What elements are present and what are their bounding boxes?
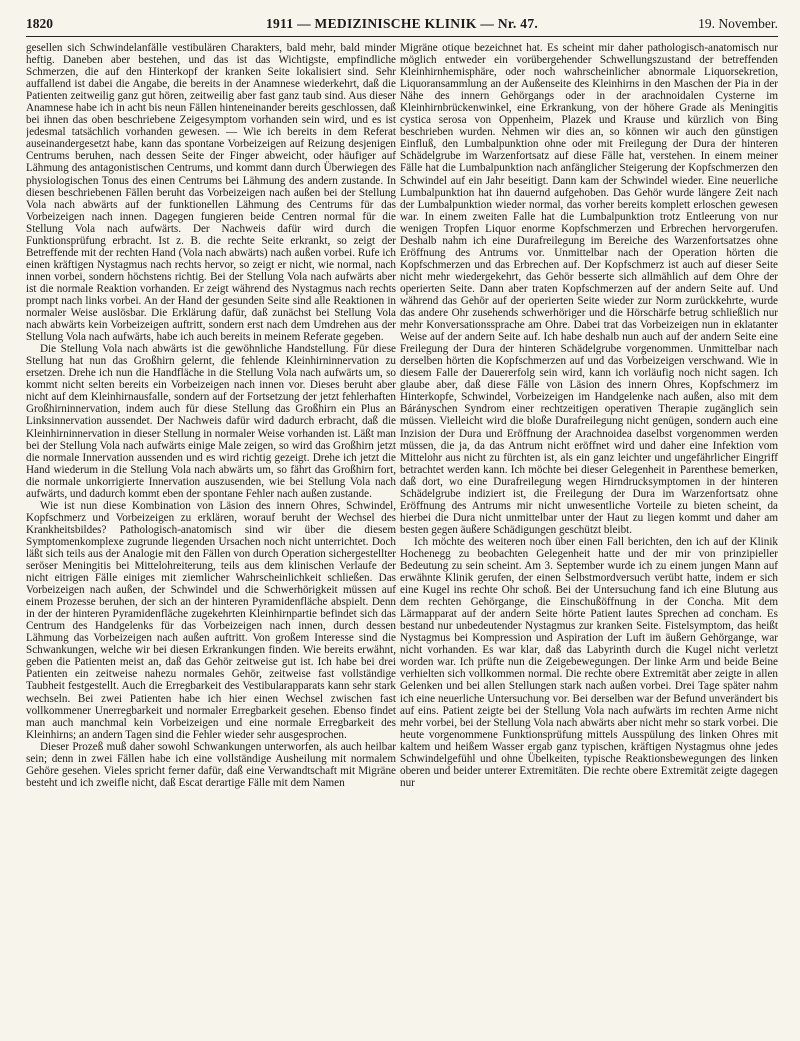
header-rule <box>26 36 778 37</box>
running-header <box>26 10 778 34</box>
paragraph: Migräne otique bezeichnet hat. Es scheint mir daher pathologisch-anatomisch nur möglich entweder ein vorübergehender Schwellungszustand der betreffenden Kleinhirnhemisphäre, oder noch wahrscheinlicher abnormale Liquorsekretion, Liquoransammlung an der Außenseite des Kleinhirns in den Maschen der Pia in der Nähe des innern Gehörgangs oder in der arachnoidalen Cysterne im Kleinhirnbrückenwinkel, eine Erkrankung, von der höhere Grade als Meningitis cystica serosa von Oppenheim, Plazek und Krause und kürzlich von Bing beschrieben wurden. Nehmen wir dies an, so können wir auch den günstigen Einfluß, den Lumbalpunktion ohne oder mit Freilegung der Dura der hinteren Schädelgrube im Warzenfortsatz auf diese Fälle hat, verstehen. In einem meiner Fälle hat die Lumbalpunktion nach anfänglicher Steigerung der Kopfschmerzen den Schwindel auf ein Jahr beseitigt. Dann kam der Schwindel wieder. Eine neuerliche Lumbalpunktion hat ihn dauernd aufgehoben. Das Gehör wurde längere Zeit nach der Lumbalpunktion wieder normal, das vorher bereits komplett erloschen gewesen war. In einem zweiten Falle hat die Lumbalpunktion trotz Entleerung von nur wenigen Tropfen Liquor enorme Kopfschmerzen und Erbrechen hervorgerufen. Deshalb nahm ich eine Durafreilegung im Bereiche des Warzenfortsatzes ohne Eröffnung des Antrums vor. Unmittelbar nach der Operation hörten die Kopfschmerzen und das Erbrechen auf. Der Kopfschmerz ist auch auf dieser Seite nicht mehr wiedergekehrt, das Gehör besserte sich allmählich auf dem Ohre der operierten Seite. Dann aber traten Kopfschmerzen auf der andern Seite auf. Und während das Gehör auf der operierten Seite wieder zur Norm zurückkehrte, wurde das andere Ohr zusehends schwerhöriger und die Hörschärfe betrug schließlich nur mehr Konversationssprache am Ohre. Dabei trat das Vorbeizeigen nun in eklatanter Weise auf der andern Seite auf. Ich habe deshalb nun auch auf der andern Seite eine Freilegung der Dura der hinteren Schädelgrube vorgenommen. Unmittelbar nach derselben hörten die Kopfschmerzen auf und das Vorbeizeigen verschwand. Wie in diesem Falle der Dauererfolg sein wird, kann ich vorläufig noch nicht sagen. Ich glaube aber, daß diese Fälle von Läsion des innern Ohres, Kopfschmerz im Hinterkopfe, Schwindel, Vorbeizeigen im Handgelenke nach außen, also mit dem Bárányschen Syndrom einer rechtzeitigen operativen Therapie zugänglich sein müssen. Vielleicht wird die bloße Durafreilegung nicht genügen, sondern auch eine Inzision der Dura und Eröffnung der Arachnoidea daselbst vorgenommen werden müssen, die ja, da das Antrum nicht eröffnet wird und daher eine Infektion vom Mittelohr aus nicht zu fürchten ist, als ein ganz leichter und ungefährlicher Eingriff betrachtet werden kann. Ich möchte bei dieser Gelegenheit in Parenthese bemerken, daß dort, wo eine Durafreilegung wegen Hirndrucksymptomen in der hinteren Schädelgrube indiziert ist, die Freilegung der Dura im Warzenfortsatz ohne Eröffnung des Antrums mir nicht unwesentliche Vorteile zu bieten scheint, da hierbei die Dura nicht unmittelbar unter der Haut zu liegen kommt und daher am besten gegen äußere Schädigungen geschützt bleibt. <box>400 42 778 536</box>
page-number: 1820 <box>26 16 53 31</box>
paragraph: Ich möchte des weiteren noch über einen Fall berichten, den ich auf der Klinik Hochenegg zu beobachten Gelegenheit hatte und der mir von prinzipieller Bedeutung zu sein scheint. Am 3. September wurde ich zu einem jungen Mann auf erwähnte Klinik gerufen, der einen Selbstmordversuch verübt hatte, indem er sich eine Kugel ins rechte Ohr schoß. Bei der Untersuchung fand ich eine Blutung aus dem rechten Gehörgange, die Einschußöffnung in der Concha. Mit dem Lärmapparat auf der andern Seite hörte Patient lautes Sprechen ad concham. Es bestand nur unbedeutender Nystagmus zur kranken Seite. Fistelsymptom, das heißt Nystagmus bei Kompression und Aspiration der Luft im äußern Gehörgange, war nicht vorhanden. Es war klar, daß das Labyrinth durch die Kugel nicht verletzt worden war. Ich prüfte nun die Zeigebewegungen. Der linke Arm und beide Beine verhielten sich vollkommen normal. Die rechte obere Extremität aber zeigte in allen Gelenken und bei allen Stellungen stark nach außen vorbei. Drei Tage später nahm ich eine neuerliche Untersuchung vor. Bei derselben war der Befund unverändert bis auf eins. Patient zeigte bei der Stellung Vola nach aufwärts im rechten Arme nicht mehr vorbei, bei der Stellung Vola nach abwärts aber nicht mehr so stark vorbei. Die heute vorgenommene Funktionsprüfung mittels Ausspülung des linken Ohres mit kaltem und heißem Wasser ergab ganz typischen, kräftigen Nystagmus ohne jedes Schwindelgefühl und ohne Übelkeiten, typische Reaktionsbewegungen des linken oberen und beider unterer Extremitäten. Die rechte obere Extremität zeigte dagegen nur <box>400 535 778 789</box>
issue-date: 19. November. <box>698 16 778 31</box>
paragraph: Wie ist nun diese Kombination von Läsion des innern Ohres, Schwindel, Kopfschmerz und Vorbeizeigen zu erklären, worauf beruht der Wechsel des Krankheitsbildes? Pathologisch-anatomisch sind wir über die diesem Symptomenkomplexe zugrunde liegenden Ursachen noch nicht unterrichtet. Doch läßt sich teils aus der Analogie mit den Fällen von durch Operation sichergestellter seröser Meningitis bei Mittelohreiterung, teils aus dem klinischen Verlaufe der nicht eitrigen Fälle einiges mit ziemlicher Wahrscheinlichkeit schließen. Das Vorbeizeigen nach außen, der Schwindel und die Schwerhörigkeit müssen auf einem Prozesse beruhen, der sich an der hinteren Pyramidenfläche abspielt. Denn in der der hinteren Pyramidenfläche zugekehrten Kleinhirnpartie befindet sich das Centrum des Handgelenks für das Vorbeizeigen nach innen, durch dessen Lähmung das Vorbeizeigen nach außen auftritt. Von großem Interesse sind die Schwankungen, welche wir bei diesen Erkrankungen finden. Wie bereits erwähnt, geben die Patienten meist an, daß das Gehör zeitweise gut ist. Ich habe bei drei Patienten ein zeitweise nahezu normales Gehör, zeitweise fast vollständige Taubheit festgestellt. Auch die Erregbarkeit des Vestibularapparats kann sehr stark wechseln. Bei zwei Patienten habe ich hier einen Wechsel zwischen fast vollkommener Unerregbarkeit und normaler Erregbarkeit gesehen. Ebenso findet man auch manchmal kein Vorbeizeigen und eine normale Erregbarkeit des Kleinhirns; an andern Tagen sind die Fehler wieder sehr ausgesprochen. <box>26 499 396 741</box>
paragraph: gesellen sich Schwindelanfälle vestibulären Charakters, bald mehr, bald minder heftig. Daneben aber bestehen, und das ist das Wichtigste, empfindliche Schmerzen, die auf den Hinterkopf der kranken Seite lokalisiert sind. Sehr auffallend ist dabei die Angabe, die bereits in der Anamnese wiederkehrt, daß die Patienten zeitweilig ganz gut hören, zeitweilig aber fast ganz taub sind. Aus dieser Anamnese habe ich in acht bis neun Fällen hinteneinander bereits geschlossen, daß bei ihnen das oben beschriebene Zeigesymptom vorhanden sein wird, und es ist jedesmal tatsächlich vorhanden gewesen. — Wie ich bereits in dem Referat auseinandergesetzt habe, kann das spontane Vorbeizeigen auf Reizung desjenigen Centrums beruhen, nach dessen Seite der Finger abweicht, oder häufiger auf Lähmung des antagonistischen Centrums, und kommt dann durch Überwiegen des physiologischen Tonus des einen Centrums bei Lähmung des andern zustande. In diesen beschriebenen Fällen beruht das Vorbeizeigen nach außen bei der Stellung Vola nach abwärts auf der funktionellen Lähmung des Centrums für das Vorbeizeigen nach innen. Dagegen fungieren beide Centren normal für die Stellung Vola nach aufwärts. Der Nachweis dafür wird durch die Funktionsprüfung erbracht. Ist z. B. die rechte Seite erkrankt, so zeigt der Betreffende mit der rechten Hand (Vola nach abwärts) nach außen vorbei. Rufe ich einen kräftigen Nystagmus nach rechts hervor, so zeigt er nicht, wie normal, nach innen vorbei, sondern höchstens richtig. Bei der Stellung Vola nach aufwärts aber ist die normale Reaktion vorhanden. Er zeigt während des Nystagmus nach rechts prompt nach links vorbei. An der Hand der gesunden Seite sind alle Reaktionen in normaler Weise auslösbar. Die Erklärung dafür, daß zunächst bei Stellung Vola nach abwärts kein Vorbeizeigen auftritt, sondern erst nach dem Umdrehen aus der Stellung Vola nach aufwärts, habe ich auch bereits in meinem Referate gegeben. <box>26 42 396 344</box>
left-column <box>26 42 396 1036</box>
paragraph: Die Stellung Vola nach abwärts ist die gewöhnliche Handstellung. Für diese Stellung hat nun das Großhirn gelernt, die fehlende Kleinhirninnervation zu ersetzen. Drehe ich nun die Handfläche in die Stellung Vola nach aufwärts um, so kommt nicht selten bereits ein Vorbeizeigen nach innen vor. Dieses beruht aber nicht auf dem Kleinhirnausfalle, sondern auf der Fortsetzung der jetzt fehlerhaften Großhirninnervation, indem auch für diese Stellung das Großhirn ein Plus an Linksinnervation aussendet. Der Nachweis dafür wird dadurch erbracht, daß die Kleinhirninnervation in dieser Stellung in normaler Weise vorhanden ist. Läßt man bei der Stellung Vola nach aufwärts einige Male zeigen, so wird das Großhirn jetzt die normale Innervation aussenden und es wird richtig gezeigt. Drehe ich jetzt die Hand wiederum in die Stellung Vola nach abwärts um, so fährt das Großhirn fort, die normale unkorrigierte Innervation auszusenden, wie bei Stellung Vola nach aufwärts, und dadurch kommt eben der spontane Fehler nach außen zustande. <box>26 343 396 500</box>
journal-title: 1911 — MEDIZINISCHE KLINIK — Nr. 47. <box>265 16 539 31</box>
right-column <box>400 42 778 1036</box>
paragraph: Dieser Prozeß muß daher sowohl Schwankungen unterworfen, als auch heilbar sein; denn in zwei Fällen habe ich eine vollständige Ausheilung mit normalem Gehöre gesehen. Vieles spricht ferner dafür, daß eine Verwandtschaft mit Migräne besteht und ich zweifle nicht, daß Escat derartige Fälle mit dem Namen <box>26 740 396 789</box>
